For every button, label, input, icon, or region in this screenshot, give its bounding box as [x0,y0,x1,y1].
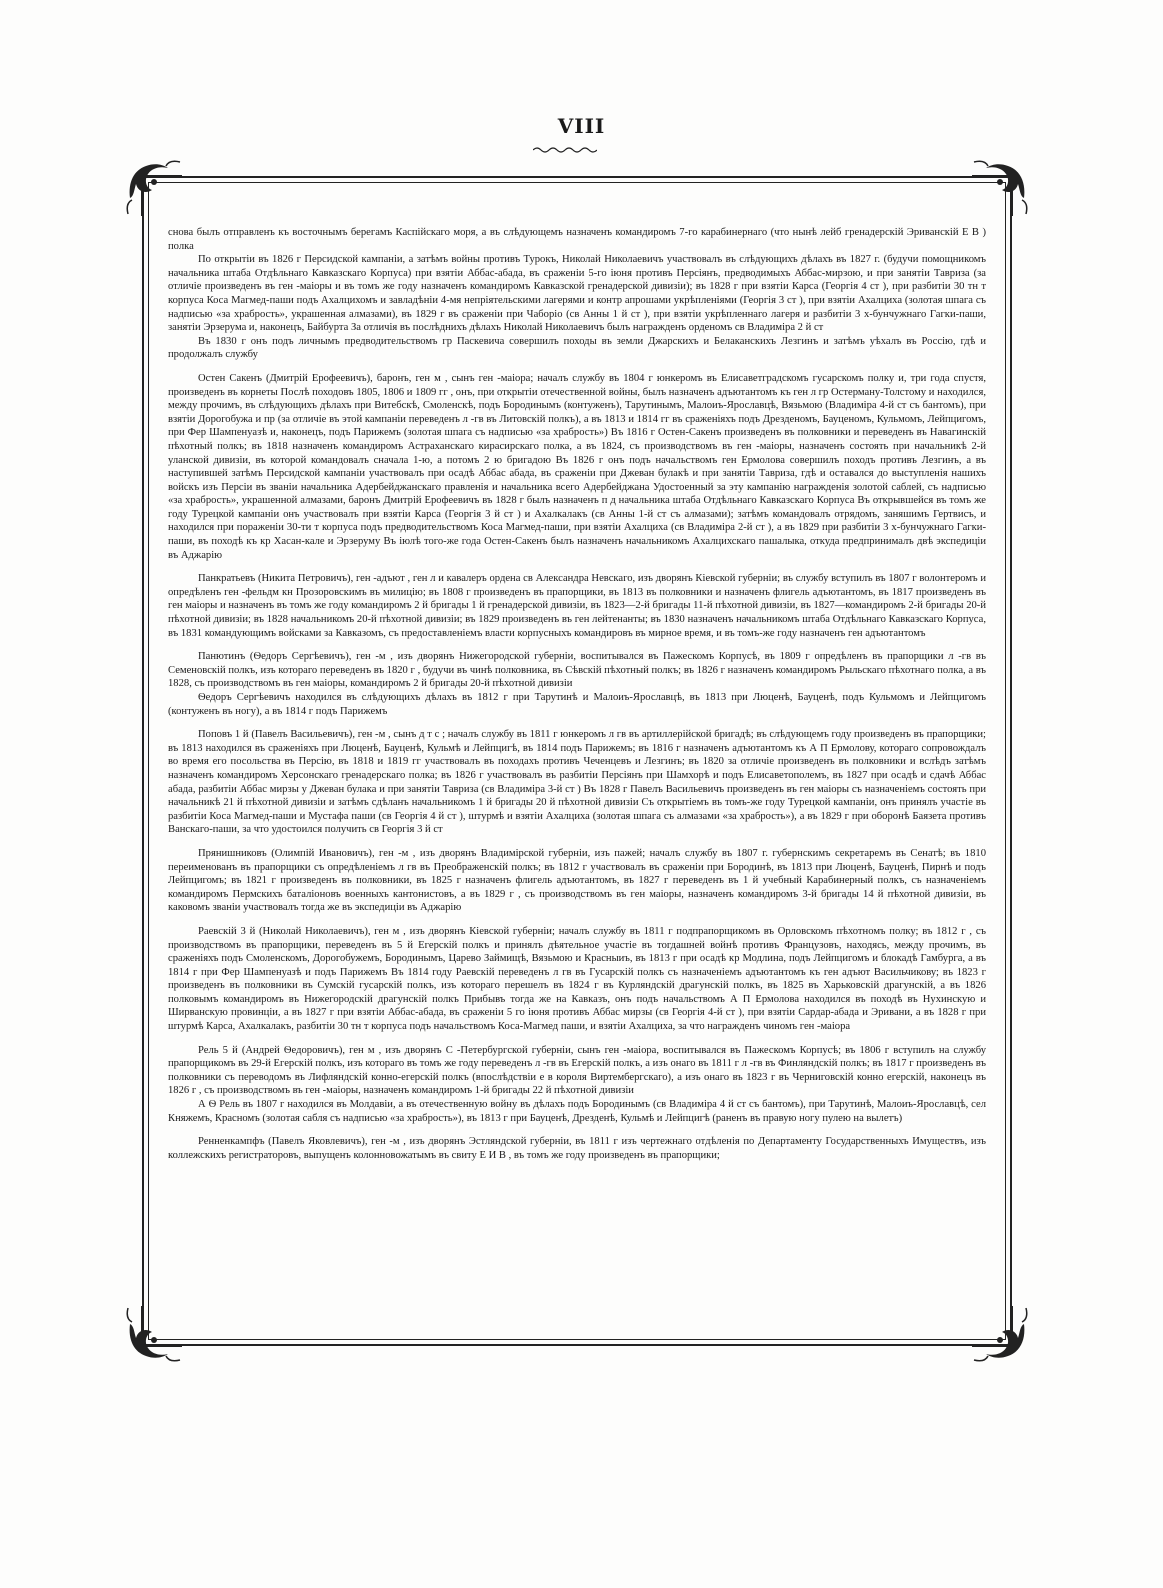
entry-rennenkampf [168,1135,986,1162]
corner-ornament-icon [124,1304,184,1364]
entry-raevsky [168,925,986,1034]
paragraph: А Ѳ Рель въ 1807 г находился въ Молдавіи, а въ отечественную войну въ дѣлахъ подъ Бородинымъ (св Владиміра 4 й ст съ бантомъ), при Тарутинѣ, Малоиъ-Ярославцѣ, сел Княжемъ, Красномъ (золотая сабля съ надписью «за храбрость»), въ 1813 г при Бауценѣ, Дрезденѣ, Кульмѣ и Лейпцигѣ (раненъ въ правую ногу пулею на вылетъ) [168,1099,986,1124]
corner-ornament-icon [970,158,1030,218]
paragraph: Рель 5 й (Андрей Ѳедоровичъ), ген м , изъ дворянъ С -Петербургской губерніи, сынъ ген -маіора, воспитывался въ Пажескомъ Корпусѣ; въ 1806 г вступилъ на службу прапорщикомъ въ 29-й Егерскій полкъ, изъ котораго въ томъ же году переведенъ л -гв въ Егерскій полкъ, а изъ онаго въ 1811 г л -гв въ Финляндскій полкъ; въ 1817 г произведенъ въ полковники съ переводомъ въ Лифляндскій конно-егерскій полкъ (впослѣдствіи е в короля Виртембергскаго), а изъ онаго въ 1823 г въ Черниговскій конно егерскій, наконецъ въ 1826 г , съ производствомъ въ ген -маіоры, назначенъ командиромъ 1-й бригады 22 й пѣхотной дивизіи [168,1044,986,1097]
paragraph: Ѳедоръ Сергѣевичъ находился въ слѣдующихъ дѣлахъ въ 1812 г при Тарутинѣ и Малоиъ-Ярославцѣ, въ 1813 при Люценѣ, Бауценѣ, подъ Кульмомъ и Лейпцигомъ (контуженъ въ ногу), а въ 1814 г подъ Парижемъ [168,692,986,717]
paragraph: снова былъ отправленъ къ восточнымъ берегамъ Каспійскаго моря, а въ слѣдующемъ назначенъ командиромъ 7-го карабинернаго (что нынѣ лейб гренадерскій Эриванскій Е В ) полка [168,227,986,252]
entry-pankratiev [168,572,986,640]
paragraph: Въ 1830 г онъ подъ личнымъ предводительствомъ гр Паскевича совершилъ походы въ земли Джарскихъ и Белаканскихъ Лезгинъ и затѣмъ уѣхалъ въ Россію, гдѣ и продолжалъ службу [168,335,986,361]
page-number: VIII [557,114,606,138]
paragraph: Панкратьевъ (Никита Петровичъ), ген -адъют , ген л и кавалеръ ордена св Александра Невскаго, изъ дворянъ Кіевской губерніи; въ службу вступилъ въ 1807 г волонтеромъ и опредѣленъ ген -фельдм кн Прозоровскимъ въ милицію; въ 1808 г произведенъ въ прапорщики, въ 1813 въ полковники и назначенъ флигель адъютантомъ, въ 1817 произведенъ въ ген маіоры и назначенъ въ томъ же году командиромъ 2 й бригады 1 й гренадерской дивизіи, въ 1823—2-й бригады 11-й пѣхотной дивизіи, въ 1827—командиромъ 2-й бригады 20-й пѣхотной дивизіи; въ 1828 начальникомъ 20-й пѣхотной дивизіи; въ 1829 произведенъ въ ген лейтенанты; въ 1830 назначенъ начальникомъ штаба Отдѣльнаго Кавказскаго Корпуса, въ 1831 командующимъ войсками за Кавказомъ, съ предоставленіемъ власти корпусныхъ командировъ въ мирное время, и въ томъ-же году назначенъ ген адъютантомъ [168,573,986,639]
paragraph: Поповъ 1 й (Павелъ Васильевичъ), ген -м , сынъ д т с ; началъ службу въ 1811 г юнкеромъ л гв въ артиллерійской бригадѣ; въ слѣдующемъ году произведенъ въ прапорщики; въ 1813 находился въ сраженіяхъ при Люценѣ, Бауценѣ, Кульмѣ и Лейпцигѣ, въ 1814 подъ Парижемъ; въ 1816 г назначенъ адъютантомъ къ А П Ермолову, котораго сопровождалъ во время его посольства въ Персію, въ 1818 и 1819 гг участвовалъ въ походахъ противъ Чеченцевъ и Лезгинъ; въ 1820 за отличіе произведенъ въ полковники и вслѣдъ затѣмъ назначенъ командиромъ Херсонскаго гренадерскаго полка; въ 1826 г участвовалъ въ разбитіи Персіянъ при Шамхорѣ и подъ Елисаветополемъ, въ 1827 при осадѣ и сдачѣ Аббас абада, разбитіи Аббас мирзы у Джеван булака и при занятіи Тавриза (св Владиміра 3-й ст ) Въ 1828 г Павелъ Васильевичъ произведенъ въ ген маіоры съ назначеніемъ состоять при начальникѣ 21 й пѣхотной дивизіи и затѣмъ сдѣланъ начальникомъ 1 й бригады 20 й пѣхотной дивизіи Съ открытіемъ въ томъ-же году Турецкой кампаніи, онъ принялъ участіе въ разбитіи Коса Магмед-паши и Мустафа паши (св Георгія 4 й ст ), штурмѣ и взятіи Ахалциха (золотая шпага съ алмазами «за храбрость»), а въ 1829 г при оборонѣ Баязета противъ Ванскаго-паши, за что удостоился получить св Георгія 3 й ст [168,729,986,836]
biography-text [168,224,986,1162]
paragraph: Остен Сакенъ (Дмитрій Ерофеевичъ), баронъ, ген м , сынъ ген -маіора; началъ службу въ 1804 г юнкеромъ въ Елисаветградскомъ гусарскомъ полку и, три года спустя, произведенъ въ корнеты Послѣ походовъ 1805, 1806 и 1809 гг , онъ, при открытіи отечественной войны, былъ назначенъ адъютантомъ къ ген л гр Остерману-Толстому и находился, между прочимъ, въ слѣдующихъ дѣлахъ при Витебскѣ, Смоленскѣ, подъ Бородинымъ (контуженъ), Тарутинымъ, Малоиъ-Ярославцѣ, Вязьмою (Владиміра 4-й ст съ бантомъ), при взятіи Дорогобужа и пр (за отличіе въ этой кампаніи переведенъ л -гв въ Литовскій полкъ), а въ 1813 и 1814 гг въ сраженіяхъ подъ Дрезденомъ, Бауценомъ, Кульмомъ, Лейпцигомъ, при Фер Шампенуазѣ и, наконецъ, подъ Парижемъ (золотая шпага съ надписью «за храбрость») Въ 1816 г Остен-Сакенъ произведенъ въ полковники и переведенъ въ Навагинскій пѣхотный полкъ; въ 1818 назначенъ командиромъ Астраханскаго кирасирскаго полка, а въ 1824, съ производствомъ въ ген -маіоры, назначенъ состоять при начальникѣ 2-й уланской дивизіи, въ которой командовалъ сначала 1-ю, а потомъ 2 ю бригадою Въ 1826 г онъ подъ начальствомъ ген Ермолова совершилъ походъ противъ Лезгинъ, а въ наступившей затѣмъ Персидской кампаніи участвовалъ при осадѣ Аббас абада, въ сраженіи при Джеван булакѣ и при занятіи Тавриза, гдѣ и оставался до выступленія нашихъ войскъ изъ Персіи въ званіи начальника Адербейджанскаго правленія и начальника всего Адербейджана Удостоенный за эту кампанію награжденія золотой саблей, съ надписью «за храбрость», украшенной алмазами, баронъ Дмитрій Ерофеевичъ въ 1828 г былъ назначенъ п д начальника штаба Отдѣльнаго Кавказскаго Корпуса Въ открывшейся въ томъ же году Турецкой кампаніи онъ участвовалъ при взятіи Карса (Георгія 3 й ст ) и Ахалкалакъ (св Анны 1-й ст съ алмазами); затѣмъ командовалъ отрядомъ, заняшимъ Гертвисъ, и находился при пораженіи 30-ти т корпуса подъ предводительствомъ Коса Магмед-паши, при взятіи Ахалциха (св Владиміра 2-й ст ), а въ 1829 при разбитіи 3 х-бунчужнаго Гагки-паши, въ походѣ къ кр Хасан-кале и Эрзеруму Въ іюлѣ того-же года Остен-Сакенъ былъ назначенъ начальникомъ Ахалцихскаго пашалыка, откуда предпринималъ двѣ экспедиціи въ Аджарію [168,372,986,561]
wavy-rule-ornament [533,146,597,154]
paragraph: Раевскій 3 й (Николай Николаевичъ), ген м , изъ дворянъ Кіевской губерніи; началъ службу въ 1811 г подпрапорщикомъ въ Орловскомъ пѣхотномъ полку; въ 1812 г , съ производствомъ въ прапорщики, переведенъ въ 5 й Егерскій полкъ и принялъ дѣятельное участіе въ тогдашней войнѣ противъ Французовъ, находясь, между прочимъ, въ сраженіяхъ подъ Смоленскомъ, Дорогобужемъ, Бородинымъ, Царево Займищѣ, Вязьмою и Красныиъ, въ 1813 г при осадѣ кр Модлина, подъ Лейпцигомъ и блокадѣ Гамбурга, а въ 1814 г при Фер Шампенуазѣ и подъ Парижемъ Въ 1814 году Раевскій переведенъ л гв въ Гусарскій полкъ съ назначеніемъ адъютантомъ къ ген адъют Васильчикову; въ 1823 г произведенъ въ полковники въ Сумскій гусарскій полкъ, изъ котораго перешелъ въ 1824 г въ Курляндскій драгунскій полкъ, въ 1825 въ Харьковскій драгунскій, а въ 1826 полковымъ командиромъ въ Нижегородскій драгунскій полкъ Прибывъ тогда же на Кавказъ, онъ подъ начальствомъ А П Ермолова находился въ походѣ въ Нухинскую и Ширванскую провинціи, а въ 1827 г при взятіи Аббас-абада, въ сраженіи 5 го іюня противъ Аббас мирзы (св Георгія 4-й ст ), при взятіи Сардар-абада и Эривани, а въ 1828 г при штурмѣ Карса, Ахалкалакъ, разбитіи 30 тн т корпуса подъ начальствомъ Коса-Магмед паши, и взятіи Ахалциха, за что награжденъ чиномъ ген -маіора [168,925,986,1033]
paragraph: Ренненкампфъ (Павелъ Яковлевичъ), ген -м , изъ дворянъ Эстляндской губерніи, въ 1811 г изъ чертежнаго отдѣленія по Департаменту Государственныхъ Имуществъ, изъ коллежскихъ регистраторовъ, выпущенъ колонновожатымъ въ свиту Е И В , въ томъ же году произведенъ въ прапорщики; [168,1136,986,1161]
paragraph: По открытіи въ 1826 г Персидской кампаніи, а затѣмъ войны противъ Турокъ, Николай Николаевичъ участвовалъ въ слѣдующихъ дѣлахъ въ 1827 г. (будучи помощникомъ начальника штаба Отдѣльнаго Кавказскаго Корпуса) при взятіи Аббас-абада, въ сраженіи 5-го іюня противъ Персіянъ, предводимыхъ Аббас-мирзою, и при занятіи Тавриза (за отличіе произведенъ въ ген -маіоры и въ томъ же году назначенъ командиромъ Кавказской гренадерской дивизіи); въ 1828 г при взятіи Карса (Георгія 4 ст ), при разбитіи 30 тн т корпуса Коса Магмед-паши подъ Ахалцихомъ и завладѣніи 4-мя непріятельскими лагерями и контр апрошами укрѣпленіями (Георгія 3 ст ), при взятіи Ахалциха (золотая шпага съ надписью «за храбрость», украшенная алмазами), въ 1829 г въ сраженіи при Чаборіо (св Анны 1 й ст ), при взятіи укрѣпленнаго лагеря и разбитіи 3 х-бунчужнаго Гагки-паши, занятіи Эрзерума и, наконецъ, Байбурта За отличія въ послѣднихъ дѣлахъ Николай Николаевичъ былъ награжденъ орденомъ св Владиміра 2 й ст [168,254,986,334]
entry-intro [168,226,986,362]
entry-pryanishnikov [168,847,986,915]
corner-ornament-icon [970,1304,1030,1364]
entry-osten-saken [168,372,986,562]
paragraph: Панютинъ (Ѳедоръ Сергѣевичъ), ген -м , изъ дворянъ Нижегородской губерніи, воспитывался въ Пажескомъ Корпусѣ, въ 1809 г опредѣленъ въ прапорщики л -гв въ Семеновскій полкъ, изъ котораго переведенъ въ 1820 г , будучи въ чинѣ полковника, въ Сѣвскій пѣхотный полкъ; въ 1826 г назначенъ командиромъ Рыльскаго пѣхотнаго полка, а въ 1828, съ производствомъ въ ген маіоры, командиромъ 2 й бригады 20-й пѣхотной дивизіи [168,651,986,690]
entry-popov [168,728,986,837]
entry-panyutin [168,650,986,718]
corner-ornament-icon [124,158,184,218]
paragraph: Прянишниковъ (Олимпій Ивановичъ), ген -м , изъ дворянъ Владимірской губерніи, изъ пажей; началъ службу въ 1807 г. губернскимъ секретаремъ въ Сенатѣ; въ 1810 переименованъ въ прапорщики съ опредѣленіемъ л гв въ Преображенскій полкъ; въ 1812 г участвовалъ въ сраженіи при Бородинѣ, въ 1813 при Люценѣ, Бауценѣ, Пирнѣ и подъ Лейпцигомъ; въ 1821 г произведенъ въ полковники, въ 1825 г назначенъ флигель адъютантомъ, въ 1827 г переведенъ въ 1 й учебный Карабинерный полкъ, съ назначеніемъ командиромъ Пермскихъ баталіоновъ военныхъ кантонистовъ, а въ 1829 г , съ производствомъ въ ген маіоры, назначенъ командиромъ 3-й бригады 14 й пѣхотной дивизіи, въ каковомъ званіи участвовалъ тогда же въ экспедиціи въ Аджарію [168,847,986,914]
entry-rel [168,1044,986,1126]
